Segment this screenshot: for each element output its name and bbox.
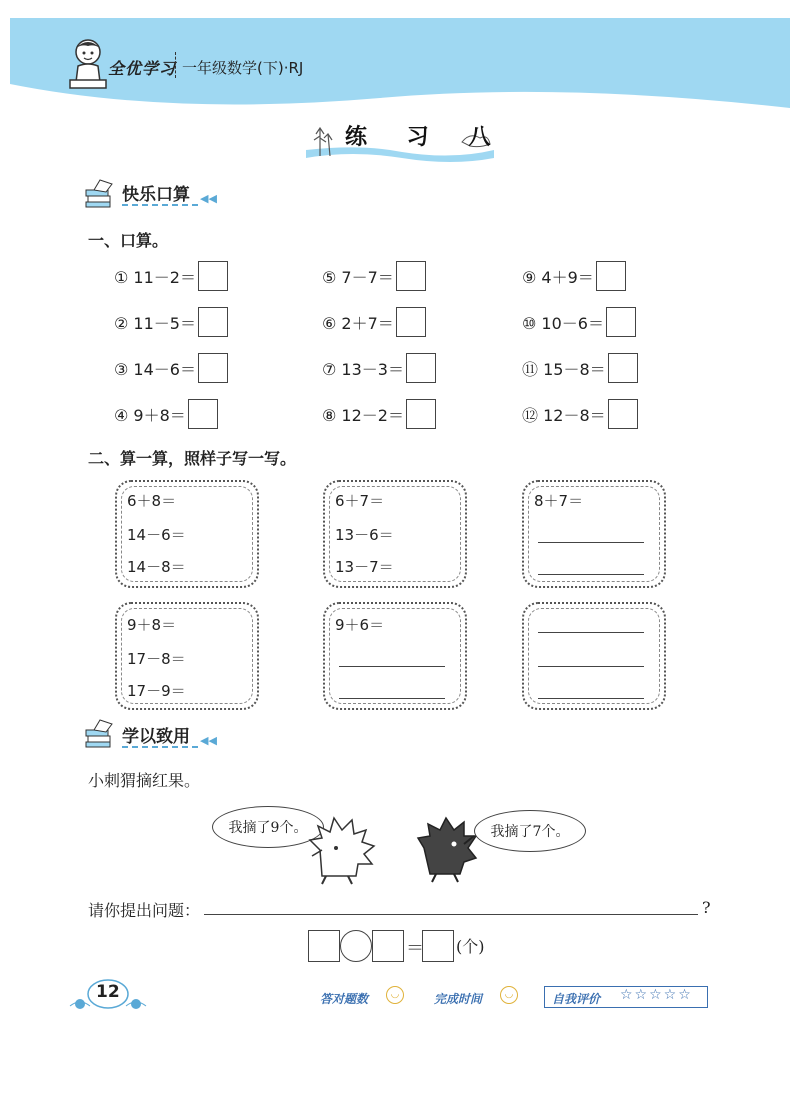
books-icon xyxy=(84,718,120,748)
section-title-kousuan: 快乐口算 xyxy=(122,185,190,205)
speech-bubble-right: 我摘了7个。 xyxy=(474,810,586,852)
rating-stars[interactable]: ☆☆☆☆☆ xyxy=(620,987,693,1003)
result-box[interactable] xyxy=(422,930,454,962)
answer-box[interactable] xyxy=(198,261,228,291)
equation-box-1[interactable] xyxy=(308,930,340,962)
calc-line: 17－9＝ xyxy=(127,682,186,700)
mental-math-item: ⑪ 15－8＝ xyxy=(522,353,638,383)
calc-line: 8＋7＝ xyxy=(534,492,584,510)
mental-math-item: ⑫ 12－8＝ xyxy=(522,399,638,429)
question-answer-line[interactable] xyxy=(204,914,698,915)
question-mark: ? xyxy=(702,898,711,917)
section-underline xyxy=(122,746,198,748)
calc-line: 9＋8＝ xyxy=(127,616,177,634)
self-eval-label: 自我评价 xyxy=(552,992,601,1006)
brand-logo: 全优学习 xyxy=(108,59,177,78)
answer-box[interactable] xyxy=(606,307,636,337)
answer-box[interactable] xyxy=(406,353,436,383)
books-icon xyxy=(84,178,120,208)
smiley-icon: ◡ xyxy=(386,986,404,1004)
mental-math-item: ④ 9＋8＝ xyxy=(114,399,218,429)
header-divider xyxy=(175,52,176,78)
q2-heading: 二、算一算，照样子写一写。 xyxy=(88,449,297,468)
equals-sign: ＝ xyxy=(406,938,424,959)
arrow-left-icon: ◀◀ xyxy=(200,734,217,747)
page-number: 12 xyxy=(96,982,120,1002)
mental-math-item: ⑥ 2＋7＝ xyxy=(322,307,426,337)
answer-line[interactable] xyxy=(538,698,644,699)
hedgehog-left-icon xyxy=(300,810,380,886)
mental-math-item: ⑧ 12－2＝ xyxy=(322,399,436,429)
arrow-left-icon: ◀◀ xyxy=(200,192,217,205)
calc-group-frame xyxy=(323,602,467,710)
correct-count-label: 答对题数 xyxy=(320,992,369,1006)
section-title-application: 学以致用 xyxy=(122,727,190,747)
answer-line[interactable] xyxy=(339,698,445,699)
answer-line[interactable] xyxy=(538,574,644,575)
answer-box[interactable] xyxy=(406,399,436,429)
hedgehog-right-icon xyxy=(414,814,480,884)
mental-math-item: ⑩ 10－6＝ xyxy=(522,307,636,337)
answer-box[interactable] xyxy=(608,399,638,429)
answer-line[interactable] xyxy=(538,542,644,543)
unit-label: (个) xyxy=(456,937,485,956)
finish-time-label: 完成时间 xyxy=(434,992,483,1006)
problem-text: 小刺猬摘红果。 xyxy=(88,771,201,790)
answer-box[interactable] xyxy=(596,261,626,291)
calc-line: 6＋8＝ xyxy=(127,492,177,510)
mental-math-item: ⑦ 13－3＝ xyxy=(322,353,436,383)
subject-label: 一年级数学(下)·RJ xyxy=(182,59,304,77)
mascot-boy-icon xyxy=(66,36,110,92)
equation-box-2[interactable] xyxy=(372,930,404,962)
calc-line: 14－8＝ xyxy=(127,558,186,576)
mental-math-item: ③ 14－6＝ xyxy=(114,353,228,383)
section-underline xyxy=(122,204,198,206)
calc-group-frame xyxy=(115,480,259,588)
answer-box[interactable] xyxy=(198,307,228,337)
answer-line[interactable] xyxy=(339,666,445,667)
calc-group-frame xyxy=(115,602,259,710)
operator-circle[interactable] xyxy=(340,930,372,962)
answer-box[interactable] xyxy=(396,307,426,337)
calc-line: 6＋7＝ xyxy=(335,492,385,510)
question-prompt: 请你提出问题： xyxy=(88,901,201,920)
answer-box[interactable] xyxy=(188,399,218,429)
calc-line: 13－7＝ xyxy=(335,558,394,576)
page-title: 练 习 八 xyxy=(345,124,507,150)
speech-bubble-left: 我摘了9个。 xyxy=(212,806,324,848)
calc-group-frame xyxy=(522,602,666,710)
calc-group-frame xyxy=(522,480,666,588)
calc-line: 9＋6＝ xyxy=(335,616,385,634)
answer-box[interactable] xyxy=(198,353,228,383)
mental-math-item: ⑨ 4＋9＝ xyxy=(522,261,626,291)
q1-heading: 一、口算。 xyxy=(88,231,169,250)
mental-math-item: ① 11－2＝ xyxy=(114,261,228,291)
answer-line[interactable] xyxy=(538,666,644,667)
calc-line: 17－8＝ xyxy=(127,650,186,668)
calc-line: 14－6＝ xyxy=(127,526,186,544)
smiley-icon: ◡ xyxy=(500,986,518,1004)
calc-group-frame xyxy=(323,480,467,588)
mental-math-item: ⑤ 7－7＝ xyxy=(322,261,426,291)
calc-line: 13－6＝ xyxy=(335,526,394,544)
answer-box[interactable] xyxy=(396,261,426,291)
answer-box[interactable] xyxy=(608,353,638,383)
mental-math-item: ② 11－5＝ xyxy=(114,307,228,337)
answer-line[interactable] xyxy=(538,632,644,633)
